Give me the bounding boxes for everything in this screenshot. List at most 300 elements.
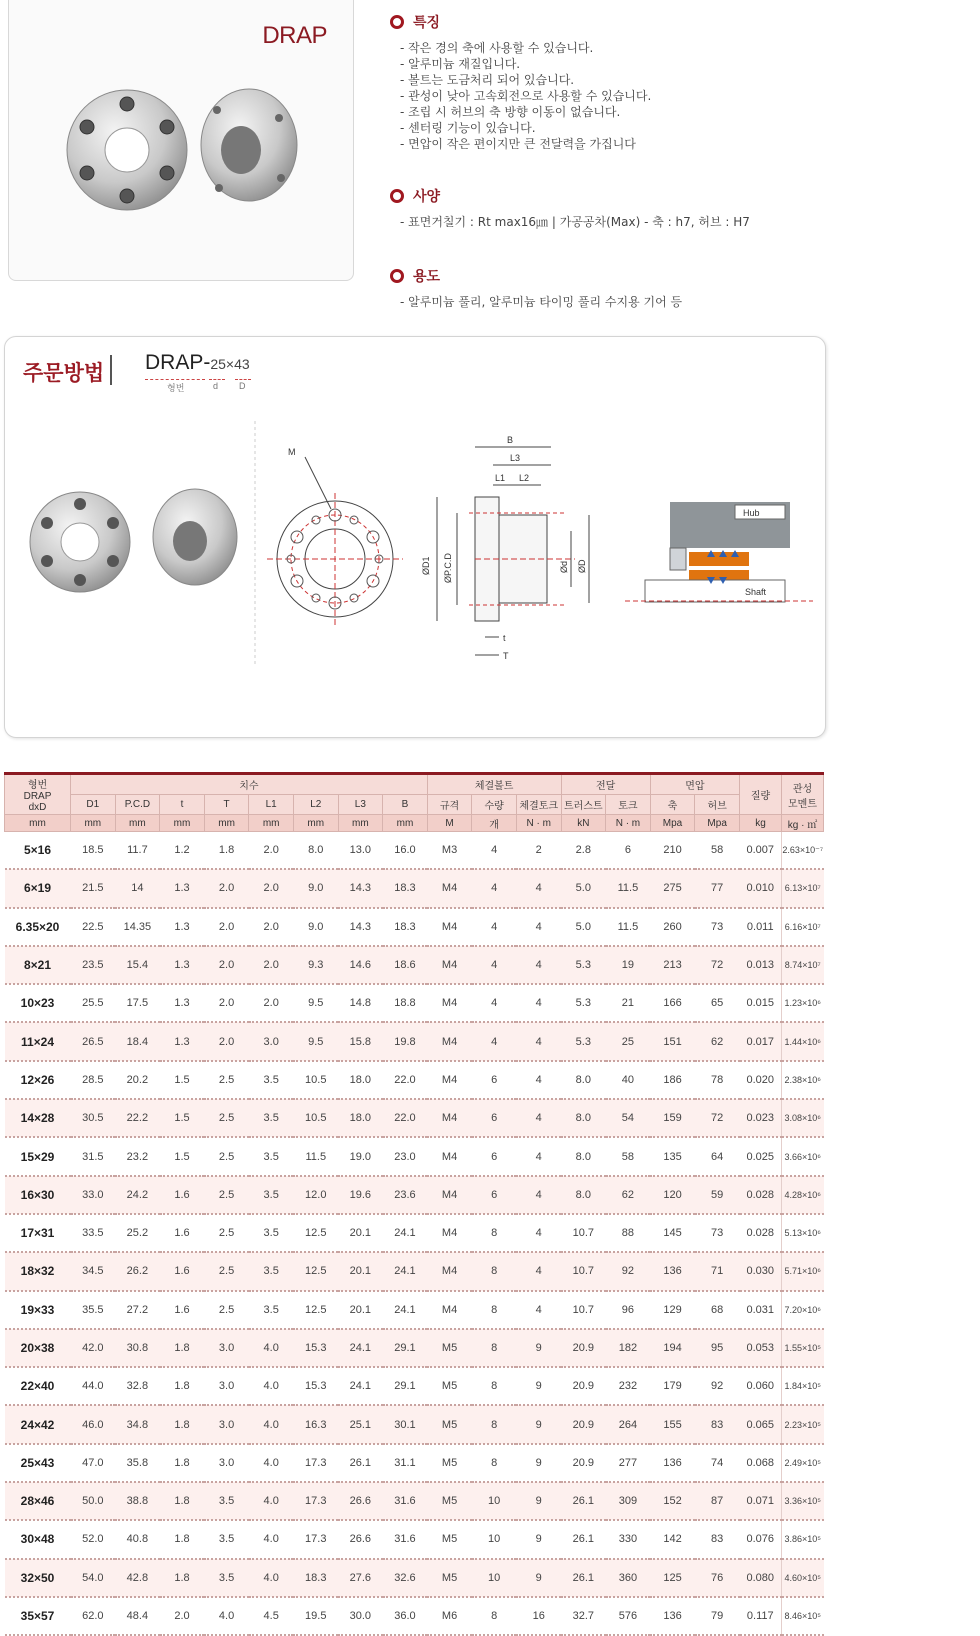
table-cell: 42.0: [71, 1329, 116, 1367]
table-cell: 11.7: [115, 832, 160, 870]
table-cell: 9: [516, 1444, 561, 1482]
table-cell: 1.3: [160, 908, 205, 946]
table-cell: 95: [695, 1329, 740, 1367]
order-product-photo: [30, 489, 237, 592]
table-row: [5, 1291, 824, 1329]
table-row: [5, 1329, 824, 1367]
table-cell: 38.8: [115, 1482, 160, 1520]
table-cell: 42.8: [115, 1559, 160, 1597]
table-cell: 145: [650, 1214, 695, 1252]
table-cell: 4: [472, 946, 517, 984]
table-cell: 2.5: [204, 1099, 249, 1137]
table-cell: 2.23×10⁵: [782, 1405, 824, 1443]
table-cell: 1.3: [160, 946, 205, 984]
table-cell: 3.0: [204, 1329, 249, 1367]
table-cell: 14.3: [338, 908, 383, 946]
table-cell: 3.5: [204, 1482, 249, 1520]
table-cell: 166: [650, 984, 695, 1022]
features-title: 특징: [413, 15, 441, 31]
table-cell: 15.3: [293, 1329, 338, 1367]
table-cell: 8: [472, 1329, 517, 1367]
table-cell: 22.5: [71, 908, 116, 946]
table-cell: 2.0: [204, 869, 249, 907]
unit-cell: kN: [561, 815, 606, 832]
table-cell: M5: [427, 1520, 472, 1558]
table-cell: 24.1: [383, 1214, 428, 1252]
table-cell: 19.5: [293, 1597, 338, 1635]
table-cell: 18.3: [383, 908, 428, 946]
table-cell: 10: [472, 1559, 517, 1597]
table-row: [5, 1022, 824, 1060]
table-cell: 35.5: [71, 1291, 116, 1329]
size-cell: 11×24: [5, 1022, 71, 1060]
table-cell: 8.0: [561, 1099, 606, 1137]
table-cell: 26.2: [115, 1252, 160, 1290]
table-cell: 48.4: [115, 1597, 160, 1635]
column-header: 체결토크: [516, 795, 561, 815]
column-header: L3: [338, 795, 383, 815]
table-cell: 72: [695, 1099, 740, 1137]
table-cell: 6: [472, 1176, 517, 1214]
table-cell: 3.08×10⁶: [782, 1099, 824, 1137]
table-row: [5, 1214, 824, 1252]
table-cell: 10.5: [293, 1061, 338, 1099]
column-header: L1: [249, 795, 294, 815]
table-cell: 10.7: [561, 1252, 606, 1290]
table-cell: 21: [606, 984, 651, 1022]
table-cell: 59: [695, 1176, 740, 1214]
inertia-header: 관성 모멘트: [782, 774, 824, 815]
table-cell: 2.5: [204, 1252, 249, 1290]
table-cell: 9: [516, 1405, 561, 1443]
table-cell: 4: [516, 1061, 561, 1099]
table-cell: 30.8: [115, 1329, 160, 1367]
table-cell: 3.5: [249, 1176, 294, 1214]
table-cell: 1.5: [160, 1099, 205, 1137]
size-cell: 6.35×20: [5, 908, 71, 946]
table-cell: 0.010: [740, 869, 782, 907]
table-cell: 30.5: [71, 1099, 116, 1137]
table-cell: 78: [695, 1061, 740, 1099]
table-cell: 8.0: [561, 1176, 606, 1214]
table-cell: M5: [427, 1329, 472, 1367]
side-section-drawing: [437, 447, 589, 655]
table-cell: 1.8: [160, 1520, 205, 1558]
table-cell: 194: [650, 1329, 695, 1367]
table-cell: 9.0: [293, 869, 338, 907]
table-cell: 120: [650, 1176, 695, 1214]
size-cell: 20×38: [5, 1329, 71, 1367]
label-hub: Hub: [743, 508, 760, 518]
table-cell: 8.46×10⁵: [782, 1597, 824, 1635]
table-row: [5, 1137, 824, 1175]
table-cell: 23.5: [71, 946, 116, 984]
table-cell: 9: [516, 1329, 561, 1367]
table-cell: 23.6: [383, 1176, 428, 1214]
table-cell: 15.4: [115, 946, 160, 984]
table-cell: 1.3: [160, 1022, 205, 1060]
table-cell: 9.5: [293, 984, 338, 1022]
column-header: 규격: [427, 795, 472, 815]
order-cap-D: D: [239, 381, 246, 391]
table-cell: M4: [427, 1099, 472, 1137]
table-cell: 1.55×10⁵: [782, 1329, 824, 1367]
order-code-D: 43: [234, 356, 250, 372]
table-cell: 1.8: [160, 1329, 205, 1367]
label-L2: L2: [519, 473, 530, 483]
table-cell: 19.8: [383, 1022, 428, 1060]
table-cell: 2.5: [204, 1214, 249, 1252]
table-cell: 15.3: [293, 1367, 338, 1405]
table-cell: M5: [427, 1482, 472, 1520]
table-cell: 179: [650, 1367, 695, 1405]
table-cell: 4.0: [249, 1482, 294, 1520]
table-cell: 309: [606, 1482, 651, 1520]
table-cell: 15.8: [338, 1022, 383, 1060]
table-cell: 30.0: [338, 1597, 383, 1635]
table-row: [5, 1367, 824, 1405]
table-cell: 2.0: [249, 869, 294, 907]
table-cell: 0.011: [740, 908, 782, 946]
table-cell: 20.1: [338, 1214, 383, 1252]
table-cell: 10.5: [293, 1099, 338, 1137]
table-cell: 54.0: [71, 1559, 116, 1597]
table-cell: 4.28×10⁶: [782, 1176, 824, 1214]
table-cell: 135: [650, 1137, 695, 1175]
table-cell: 23.2: [115, 1137, 160, 1175]
unit-cell: mm: [5, 815, 71, 832]
size-cell: 25×43: [5, 1444, 71, 1482]
table-cell: 13.0: [338, 832, 383, 870]
table-cell: 0.068: [740, 1444, 782, 1482]
table-row: [5, 1099, 824, 1137]
table-cell: 8: [472, 1214, 517, 1252]
table-cell: 5.0: [561, 869, 606, 907]
table-cell: 136: [650, 1444, 695, 1482]
table-cell: 30.1: [383, 1405, 428, 1443]
table-cell: 44.0: [71, 1367, 116, 1405]
table-cell: 4.0: [249, 1367, 294, 1405]
unit-cell: M: [427, 815, 472, 832]
table-cell: 35.8: [115, 1444, 160, 1482]
table-cell: 129: [650, 1291, 695, 1329]
table-cell: 18.8: [383, 984, 428, 1022]
table-cell: 21.5: [71, 869, 116, 907]
table-cell: 3.5: [249, 1099, 294, 1137]
table-cell: 10: [472, 1482, 517, 1520]
table-cell: 576: [606, 1597, 651, 1635]
table-cell: 6: [472, 1137, 517, 1175]
table-cell: 11.5: [606, 908, 651, 946]
table-cell: 1.6: [160, 1176, 205, 1214]
table-cell: 2.0: [160, 1597, 205, 1635]
column-header: 수량: [472, 795, 517, 815]
table-cell: 72: [695, 946, 740, 984]
unit-cell: mm: [338, 815, 383, 832]
table-cell: 2.49×10⁵: [782, 1444, 824, 1482]
table-cell: 34.5: [71, 1252, 116, 1290]
size-cell: 19×33: [5, 1291, 71, 1329]
table-cell: 16.3: [293, 1405, 338, 1443]
table-cell: 360: [606, 1559, 651, 1597]
product-model-label: DRAP: [262, 22, 327, 49]
table-cell: 1.3: [160, 984, 205, 1022]
table-cell: 32.6: [383, 1559, 428, 1597]
mounting-section-drawing: [625, 502, 813, 602]
table-cell: 76: [695, 1559, 740, 1597]
table-cell: 77: [695, 869, 740, 907]
table-cell: 20.9: [561, 1405, 606, 1443]
table-cell: M3: [427, 832, 472, 870]
list-item: - 알루미늄 재질입니다.: [400, 56, 651, 72]
table-cell: 20.1: [338, 1252, 383, 1290]
unit-cell: mm: [249, 815, 294, 832]
table-cell: 1.5: [160, 1061, 205, 1099]
unit-cell: mm: [204, 815, 249, 832]
table-cell: M5: [427, 1444, 472, 1482]
table-cell: 9: [516, 1482, 561, 1520]
table-cell: 14.8: [338, 984, 383, 1022]
table-cell: 33.5: [71, 1214, 116, 1252]
column-header: B: [383, 795, 428, 815]
table-cell: 3.5: [249, 1137, 294, 1175]
list-item: - 면압이 작은 편이지만 큰 전달력을 가집니다: [400, 136, 651, 152]
table-cell: 210: [650, 832, 695, 870]
table-cell: 2.5: [204, 1176, 249, 1214]
technical-drawings: [5, 337, 825, 737]
table-cell: 2.38×10⁶: [782, 1061, 824, 1099]
table-cell: 16.0: [383, 832, 428, 870]
bullet-icon: [390, 269, 404, 283]
press-group-header: 면압: [650, 774, 739, 795]
table-cell: M4: [427, 1252, 472, 1290]
size-cell: 35×57: [5, 1597, 71, 1635]
table-cell: 4: [472, 984, 517, 1022]
table-cell: 1.6: [160, 1214, 205, 1252]
table-cell: 3.66×10⁶: [782, 1137, 824, 1175]
label-M: M: [288, 447, 296, 457]
table-cell: 96: [606, 1291, 651, 1329]
table-cell: 12.0: [293, 1176, 338, 1214]
list-item: - 볼트는 도금처리 되어 있습니다.: [400, 72, 651, 88]
table-cell: 3.0: [204, 1405, 249, 1443]
table-cell: 213: [650, 946, 695, 984]
table-cell: 3.36×10⁵: [782, 1482, 824, 1520]
table-cell: 20.9: [561, 1367, 606, 1405]
table-cell: 1.44×10⁶: [782, 1022, 824, 1060]
table-row: [5, 1597, 824, 1635]
table-cell: M6: [427, 1597, 472, 1635]
table-cell: 12.5: [293, 1291, 338, 1329]
bullet-icon: [390, 189, 404, 203]
table-cell: 50.0: [71, 1482, 116, 1520]
table-cell: 17.3: [293, 1520, 338, 1558]
table-row: [5, 1252, 824, 1290]
table-cell: 16: [516, 1597, 561, 1635]
table-cell: 29.1: [383, 1367, 428, 1405]
table-cell: 36.0: [383, 1597, 428, 1635]
table-cell: 17.3: [293, 1482, 338, 1520]
table-cell: 1.5: [160, 1137, 205, 1175]
table-cell: 20.1: [338, 1291, 383, 1329]
table-cell: 8: [472, 1597, 517, 1635]
spec-table: [4, 772, 824, 1636]
table-cell: 23.0: [383, 1137, 428, 1175]
table-cell: 5.3: [561, 1022, 606, 1060]
size-cell: 10×23: [5, 984, 71, 1022]
table-cell: 0.071: [740, 1482, 782, 1520]
features-section: [390, 12, 651, 152]
table-cell: 27.2: [115, 1291, 160, 1329]
table-cell: 73: [695, 1214, 740, 1252]
table-cell: M4: [427, 1214, 472, 1252]
table-cell: 186: [650, 1061, 695, 1099]
table-cell: 4.0: [204, 1597, 249, 1635]
table-cell: 0.020: [740, 1061, 782, 1099]
table-cell: 1.6: [160, 1252, 205, 1290]
table-cell: 73: [695, 908, 740, 946]
table-cell: 18.5: [71, 832, 116, 870]
table-cell: 8.0: [561, 1137, 606, 1175]
table-row: [5, 984, 824, 1022]
table-cell: 24.1: [383, 1291, 428, 1329]
order-code-main: DRAP-: [145, 351, 211, 374]
table-cell: 65: [695, 984, 740, 1022]
table-cell: 20.2: [115, 1061, 160, 1099]
table-cell: 2.0: [204, 984, 249, 1022]
table-cell: 0.025: [740, 1137, 782, 1175]
table-cell: 62.0: [71, 1597, 116, 1635]
table-cell: 1.23×10⁶: [782, 984, 824, 1022]
size-cell: 6×19: [5, 869, 71, 907]
table-row: [5, 1405, 824, 1443]
table-cell: 4.0: [249, 1329, 294, 1367]
table-cell: 4: [516, 1252, 561, 1290]
size-cell: 32×50: [5, 1559, 71, 1597]
table-cell: 31.6: [383, 1520, 428, 1558]
table-cell: 3.5: [204, 1559, 249, 1597]
table-cell: 46.0: [71, 1405, 116, 1443]
table-cell: 26.5: [71, 1022, 116, 1060]
list-item: - 센터링 기능이 있습니다.: [400, 120, 651, 136]
table-cell: 5.3: [561, 946, 606, 984]
table-row: [5, 1176, 824, 1214]
table-cell: 52.0: [71, 1520, 116, 1558]
table-cell: 1.8: [160, 1405, 205, 1443]
table-cell: 0.007: [740, 832, 782, 870]
unit-cell: kg · ㎡: [782, 815, 824, 832]
table-cell: 8.74×10⁷: [782, 946, 824, 984]
table-cell: 8: [472, 1444, 517, 1482]
table-cell: 0.117: [740, 1597, 782, 1635]
label-PCD: ØP.C.D: [443, 553, 453, 583]
size-cell: 28×46: [5, 1482, 71, 1520]
table-cell: 2.5: [204, 1137, 249, 1175]
table-cell: 1.8: [204, 832, 249, 870]
table-cell: 24.2: [115, 1176, 160, 1214]
table-cell: 125: [650, 1559, 695, 1597]
table-cell: 92: [695, 1367, 740, 1405]
table-cell: 26.6: [338, 1520, 383, 1558]
table-cell: 10: [472, 1520, 517, 1558]
unit-cell: mm: [115, 815, 160, 832]
size-cell: 5×16: [5, 832, 71, 870]
table-cell: 83: [695, 1405, 740, 1443]
table-cell: 2.5: [204, 1291, 249, 1329]
table-cell: 31.5: [71, 1137, 116, 1175]
table-cell: 159: [650, 1099, 695, 1137]
table-cell: 19.0: [338, 1137, 383, 1175]
table-cell: 7.20×10⁶: [782, 1291, 824, 1329]
table-cell: 2.8: [561, 832, 606, 870]
table-cell: 0.065: [740, 1405, 782, 1443]
column-header: 토크: [606, 795, 651, 815]
table-cell: M5: [427, 1559, 472, 1597]
table-cell: 4: [472, 908, 517, 946]
table-cell: 2.0: [204, 1022, 249, 1060]
size-cell: 30×48: [5, 1520, 71, 1558]
order-cap-type: 형번: [167, 383, 185, 393]
table-cell: 4: [516, 984, 561, 1022]
table-cell: 25: [606, 1022, 651, 1060]
table-cell: 152: [650, 1482, 695, 1520]
table-cell: M4: [427, 946, 472, 984]
table-cell: 20.9: [561, 1329, 606, 1367]
table-cell: 31.6: [383, 1482, 428, 1520]
specs-section: [390, 186, 750, 230]
table-cell: 54: [606, 1099, 651, 1137]
table-cell: 5.71×10⁶: [782, 1252, 824, 1290]
table-cell: 330: [606, 1520, 651, 1558]
table-cell: 8.0: [293, 832, 338, 870]
table-cell: 2.63×10⁻⁷: [782, 832, 824, 870]
table-cell: 33.0: [71, 1176, 116, 1214]
column-header: 트러스트: [561, 795, 606, 815]
table-cell: 4: [516, 1176, 561, 1214]
table-cell: 277: [606, 1444, 651, 1482]
table-cell: 1.6: [160, 1291, 205, 1329]
size-cell: 24×42: [5, 1405, 71, 1443]
table-cell: 34.8: [115, 1405, 160, 1443]
table-cell: 58: [606, 1137, 651, 1175]
label-d: Ød: [559, 560, 569, 573]
table-cell: 9.3: [293, 946, 338, 984]
order-code-x: ×: [225, 356, 235, 372]
unit-cell: N · m: [606, 815, 651, 832]
specs-title: 사양: [413, 189, 441, 205]
unit-cell: mm: [71, 815, 116, 832]
table-cell: 18.0: [338, 1099, 383, 1137]
table-cell: 136: [650, 1597, 695, 1635]
table-cell: 3.0: [204, 1444, 249, 1482]
table-cell: 18.3: [293, 1559, 338, 1597]
table-cell: 11.5: [606, 869, 651, 907]
table-cell: 12.5: [293, 1214, 338, 1252]
table-cell: 1.8: [160, 1444, 205, 1482]
trans-group-header: 전달: [561, 774, 650, 795]
table-cell: 4.0: [249, 1559, 294, 1597]
table-cell: 0.015: [740, 984, 782, 1022]
table-cell: 260: [650, 908, 695, 946]
usage-title: 용도: [413, 269, 441, 285]
unit-cell: 개: [472, 815, 517, 832]
label-L1: L1: [495, 473, 506, 483]
list-item: - 알루미늄 풀리, 알루미늄 타이밍 풀리 수지용 기어 등: [400, 294, 682, 310]
table-row: [5, 1444, 824, 1482]
table-cell: 4: [472, 869, 517, 907]
table-cell: 0.013: [740, 946, 782, 984]
table-cell: 14.6: [338, 946, 383, 984]
